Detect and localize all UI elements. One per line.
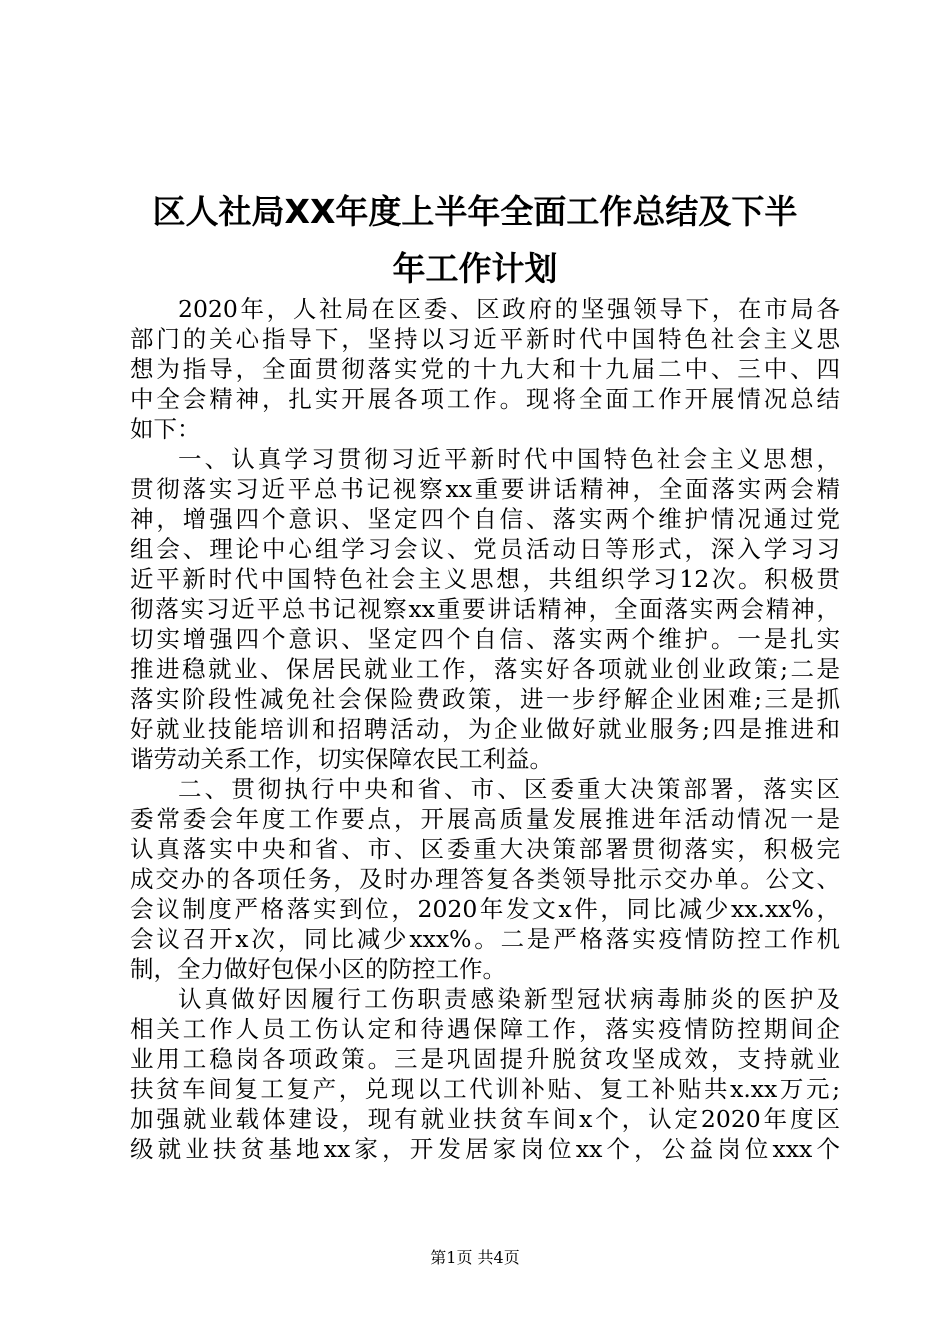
text-line: 如下： xyxy=(130,415,201,443)
text-line: 部门的关心指导下，坚持以习近平新时代中国特色社会主义思 xyxy=(130,325,840,353)
text-line: 贯彻落实习近平总书记视察xx重要讲话精神，全面落实两会精 xyxy=(130,475,840,503)
text-line: 近平新时代中国特色社会主义思想，共组织学习12次。积极贯 xyxy=(130,565,840,593)
text-line: 业用工稳岗各项政策。三是巩固提升脱贫攻坚成效，支持就业 xyxy=(130,1045,840,1073)
text-line: 认真做好因履行工伤职责感染新型冠状病毒肺炎的医护及 xyxy=(178,985,840,1013)
text-line: 想为指导，全面贯彻落实党的十九大和十九届二中、三中、四 xyxy=(130,355,840,383)
text-line: 会议召开x次，同比减少xxx%。二是严格落实疫情防控工作机 xyxy=(130,925,840,953)
text-line: 一、认真学习贯彻习近平新时代中国特色社会主义思想， xyxy=(178,445,840,473)
text-line: 成交办的各项任务，及时办理答复各类领导批示交办单。公文、 xyxy=(130,865,840,893)
paragraph-section-3 xyxy=(130,984,840,1164)
text-line: 好就业技能培训和招聘活动，为企业做好就业服务;四是推进和 xyxy=(130,715,840,743)
text-line: 彻落实习近平总书记视察xx重要讲话精神，全面落实两会精神， xyxy=(130,595,840,623)
text-line: 2020年，人社局在区委、区政府的坚强领导下，在市局各 xyxy=(178,295,840,323)
text-line: 推进稳就业、保居民就业工作，落实好各项就业创业政策;二是 xyxy=(130,655,840,683)
paragraph-intro xyxy=(130,294,840,444)
text-line: 认真落实中央和省、市、区委重大决策部署贯彻落实，积极完 xyxy=(130,835,840,863)
text-line: 加强就业载体建设，现有就业扶贫车间x个，认定2020年度区 xyxy=(130,1105,840,1133)
text-line: 中全会精神，扎实开展各项工作。现将全面工作开展情况总结 xyxy=(130,385,840,413)
text-line: 组会、理论中心组学习会议、党员活动日等形式，深入学习习 xyxy=(130,535,840,563)
document-body xyxy=(130,294,840,1164)
text-line: 扶贫车间复工复产，兑现以工代训补贴、复工补贴共x.xx万元; xyxy=(130,1075,840,1103)
text-line: 落实阶段性减免社会保险费政策，进一步纾解企业困难;三是抓 xyxy=(130,685,840,713)
text-line: 会议制度严格落实到位，2020年发文x件，同比减少xx.xx%， xyxy=(130,895,840,923)
text-line: 相关工作人员工伤认定和待遇保障工作，落实疫情防控期间企 xyxy=(130,1015,840,1043)
text-line: 委常委会年度工作要点，开展高质量发展推进年活动情况一是 xyxy=(130,805,840,833)
page-number: 第1页 共4页 xyxy=(430,1248,520,1267)
text-line: 谐劳动关系工作，切实保障农民工利益。 xyxy=(130,745,553,773)
text-line: 二、贯彻执行中央和省、市、区委重大决策部署，落实区 xyxy=(178,775,840,803)
paragraph-section-1 xyxy=(130,444,840,774)
document-title-line-2: 年工作计划 xyxy=(392,249,558,288)
paragraph-section-2 xyxy=(130,774,840,984)
document-title-line-1: 区人社局XX年度上半年全面工作总结及下半 xyxy=(152,192,798,231)
text-line: 神，增强四个意识、坚定四个自信、落实两个维护情况通过党 xyxy=(130,505,840,533)
text-line: 切实增强四个意识、坚定四个自信、落实两个维护。一是扎实 xyxy=(130,625,840,653)
text-line: 制，全力做好包保小区的防控工作。 xyxy=(130,955,506,983)
text-line: 级就业扶贫基地xx家，开发居家岗位xx个，公益岗位xxx个 xyxy=(130,1135,840,1163)
